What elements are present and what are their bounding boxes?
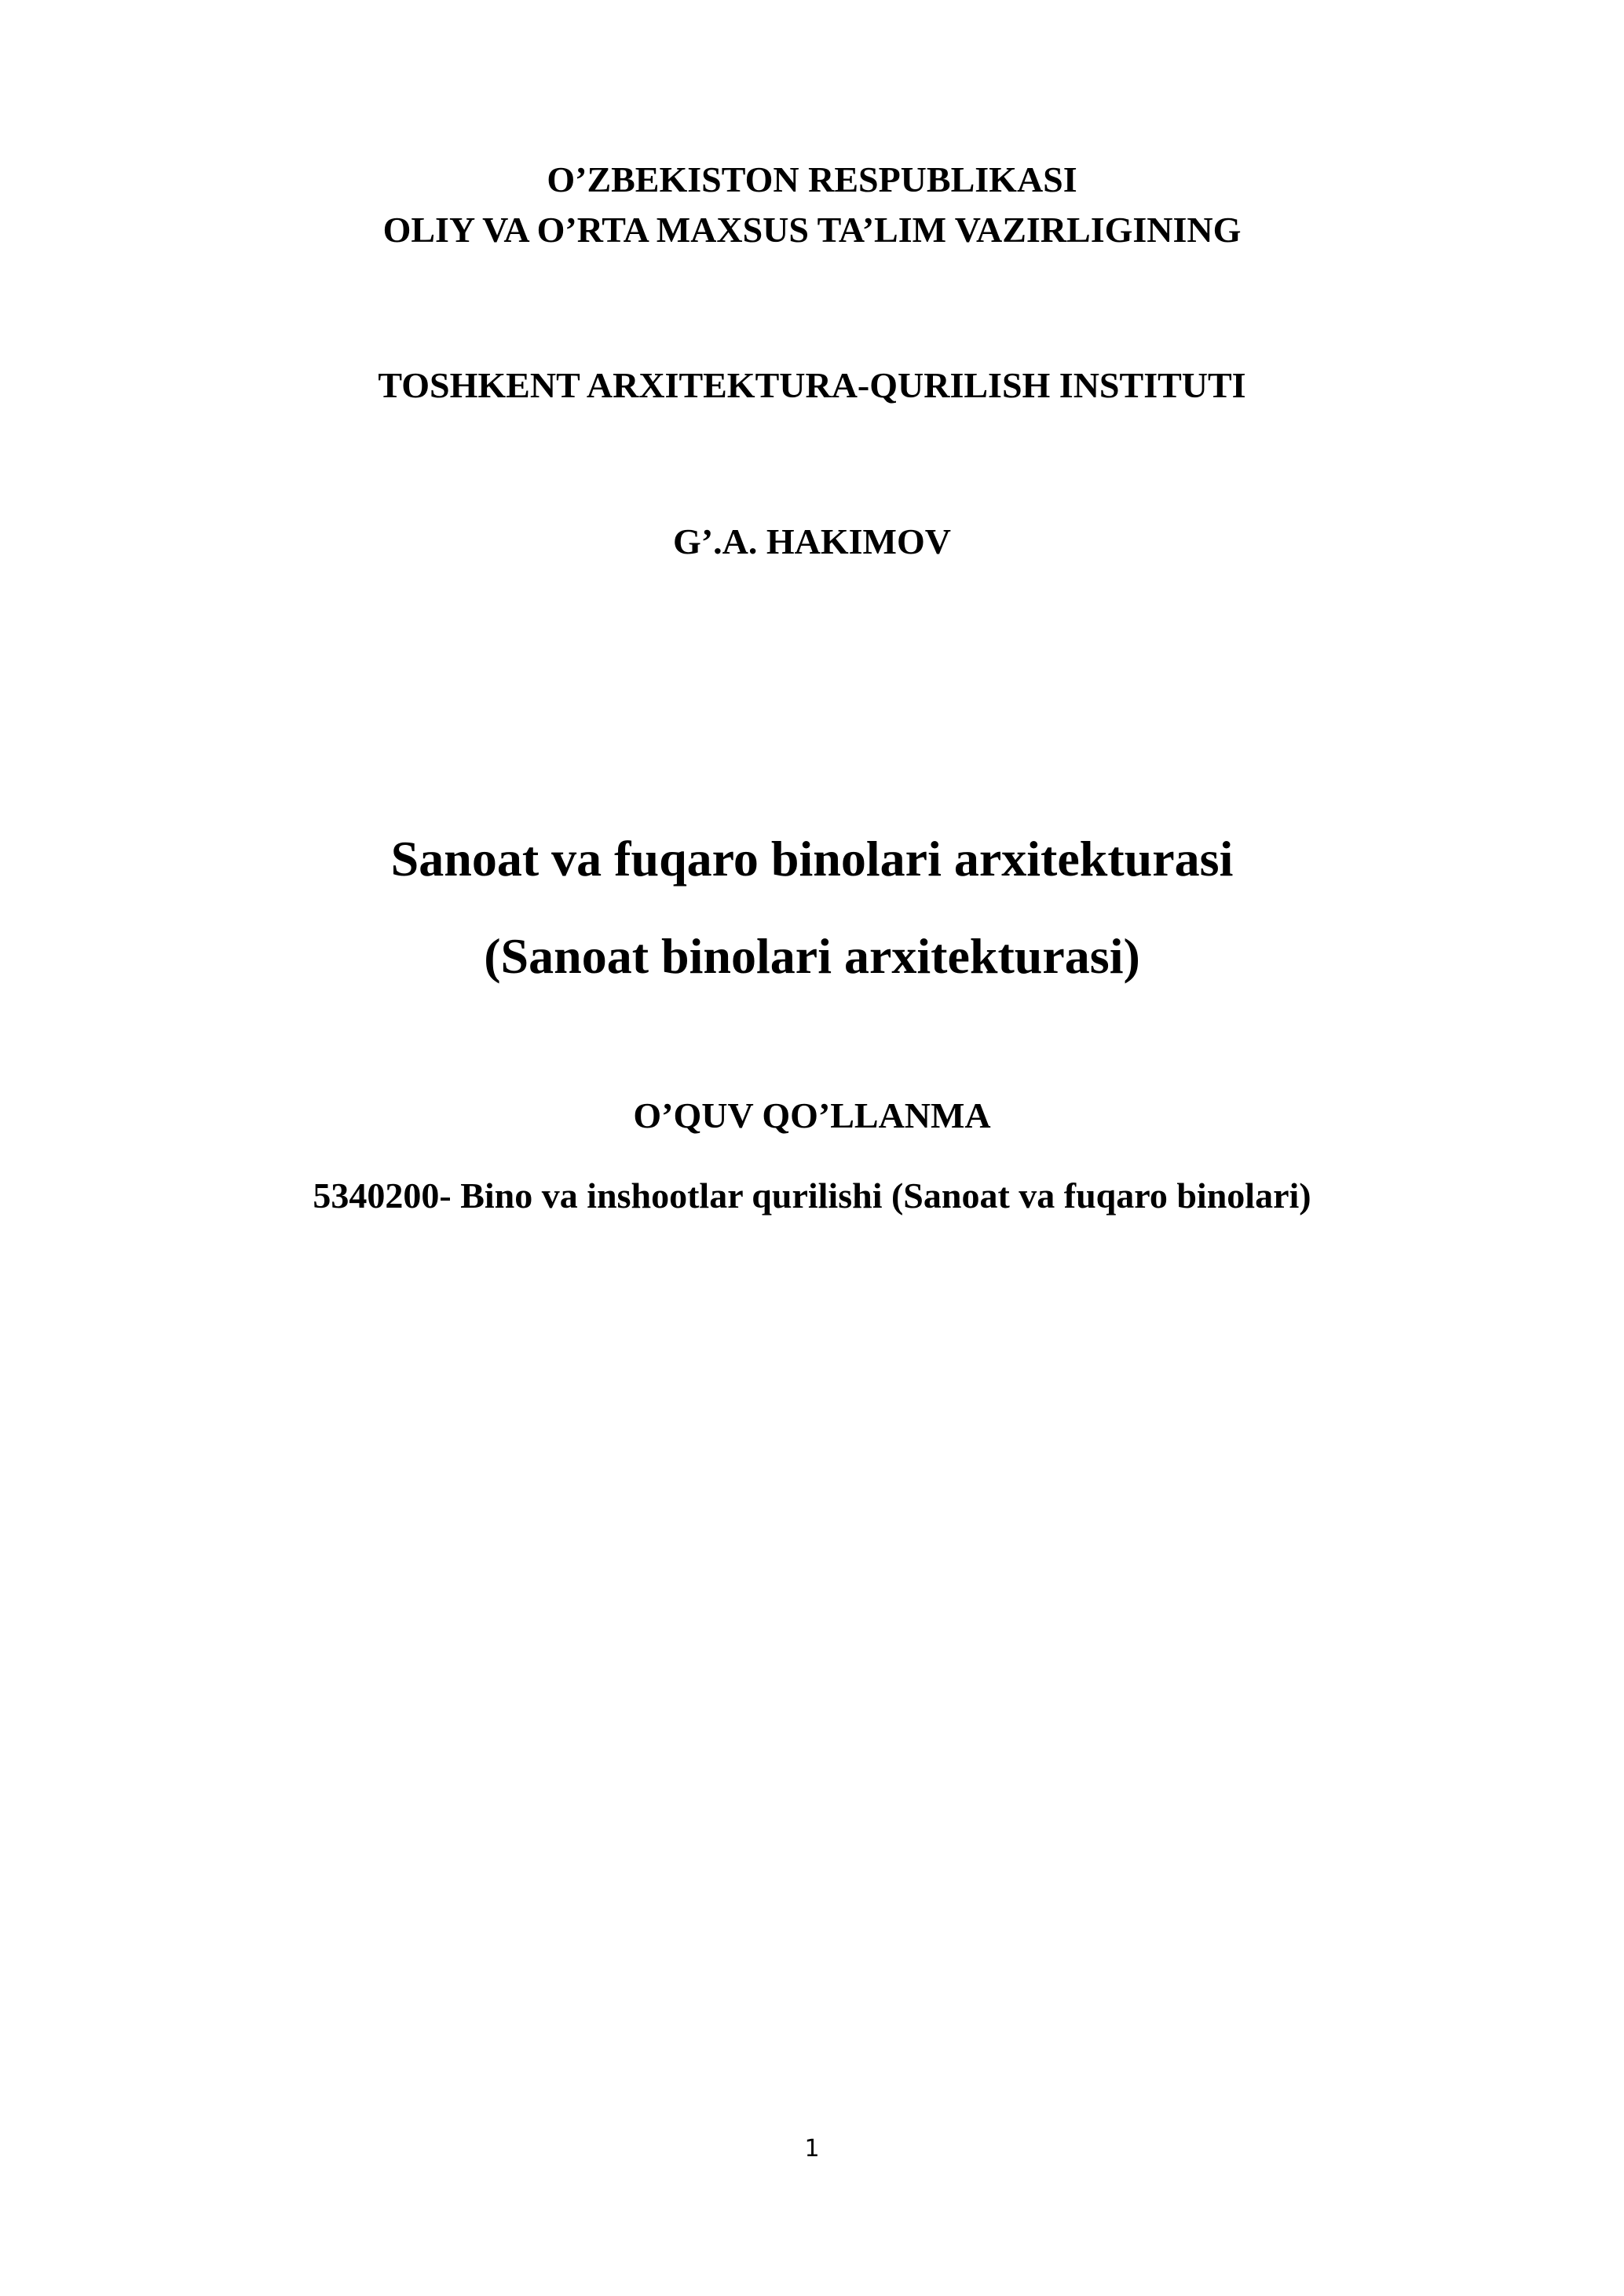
book-subtitle: (Sanoat binolari arxitekturasi)	[484, 928, 1140, 984]
document-type: O’QUV QO’LLANMA	[633, 1095, 991, 1135]
institute-name: TOSHKENT ARXITEKTURA-QURILISH INSTITUTI	[378, 365, 1246, 405]
page-number: 1	[804, 2135, 820, 2163]
author-name: G’.A. HAKIMOV	[673, 521, 951, 561]
speciality-line: 5340200- Bino va inshootlar qurilishi (Sanoat va fuqaro binolari)	[313, 1175, 1311, 1216]
book-title: Sanoat va fuqaro binolari arxitekturasi	[390, 831, 1234, 887]
ministry-line-1: O’ZBEKISTON RESPUBLIKASI	[547, 159, 1077, 199]
ministry-line-2: OLIY VA O’RTA MAXSUS TA’LIM VAZIRLIGINING	[382, 210, 1242, 250]
